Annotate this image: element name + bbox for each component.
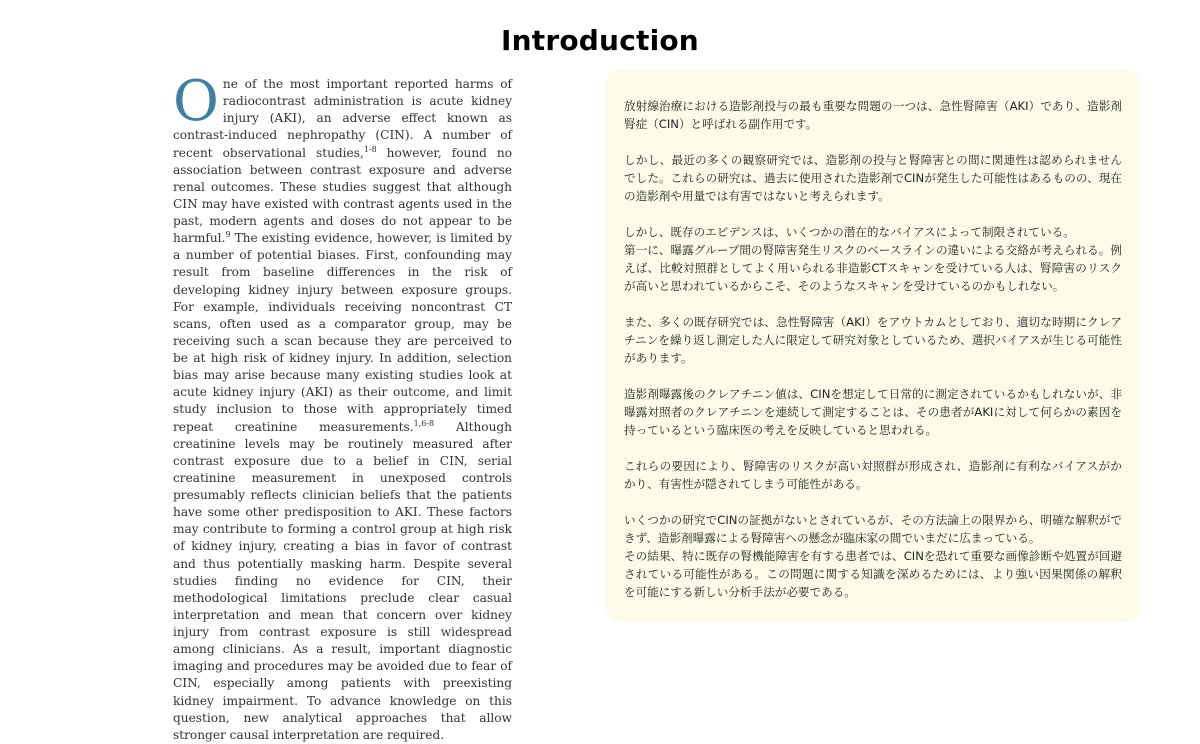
paper-text: however, found no association between contrast exposure and adverse renal outcomes. These studies suggest that although CIN may have existed with contrast agents used in the past, modern agents and doses do not appear to be harmful. xyxy=(173,145,513,246)
page-title: Introduction xyxy=(501,24,699,57)
translation-paragraph: これらの要因により、腎障害のリスクが高い対照群が形成され、造影剤に有利なバイアスがかかり、有害性が隠されてしまう可能性がある。 xyxy=(624,459,1122,491)
translation-paragraph: 放射線治療における造影剤投与の最も重要な問題の一つは、急性腎障害（AKI）であり、造影剤腎症（CIN）と呼ばれる副作用です。 xyxy=(624,99,1122,131)
paper-text: ne of the most important reported harms of radiocontrast administration is acute kidney injury (AKI), an adverse effect known as contrast-induced nephropathy (CIN). A number of recent observational studies, xyxy=(173,77,512,160)
translation-paragraph: また、多くの既存研究では、急性腎障害（AKI）をアウトカムとしており、適切な時期にクレアチニンを繰り返し測定した人に限定して研究対象としているため、選択バイアスが生じる可能性があります。 xyxy=(624,315,1122,365)
citation: 1,6-8 xyxy=(413,418,435,428)
english-paper-excerpt xyxy=(173,69,513,744)
translation-paragraph: しかし、既存のエビデンスは、いくつかの潜在的なバイアスによって制限されている。 第一に、曝露グループ間の腎障害発生リスクのベースラインの違いによる交絡が考えられる。例えば、比較対照群としてよく用いられる非造影CTスキャンを受けている人は、腎障害のリスクが高いと思われているからこそ、そのようなスキャンを受けているのかもしれない。 xyxy=(624,225,1122,293)
citation: 9 xyxy=(225,230,231,240)
translation-paragraph: しかし、最近の多くの観察研究では、造影剤の投与と腎障害との間に関連性は認められませんでした。これらの研究は、過去に使用された造影剤でCINが発生した可能性はあるものの、現在の造影剤や用量では有害ではないと考えられます。 xyxy=(624,153,1122,203)
drop-cap: O xyxy=(173,69,219,134)
japanese-translation-panel xyxy=(606,70,1140,622)
citation: 1-8 xyxy=(363,144,377,154)
paper-text: Although creatinine levels may be routinely measured after contrast exposure due to a belief in CIN, serial creatinine measurement in unexposed controls presumably reflects clinician beliefs that the patients have some other predisposition to AKI. These factors may contribute to forming a control group at high risk of kidney injury, creating a bias in favor of contrast and thus potentially masking harm. Despite several studies finding no evidence for CIN, their methodological limitations preclude clear casual interpretation and mean that concern over kidney injury from contrast exposure is still widespread among clinicians. As a result, important diagnostic imaging and procedures may be avoided due to fear of CIN, especially among patients with preexisting kidney impairment. To advance knowledge on this question, new analytical approaches that allow stronger causal interpretation are required. xyxy=(173,419,512,742)
translation-paragraph: いくつかの研究でCINの証拠がないとされているが、その方法論上の限界から、明確な解釈ができず、造影剤曝露による腎障害への懸念が臨床家の間でいまだに広まっている。 その結果、特に既存の腎機能障害を有する患者では、CINを恐れて重要な画像診断や処置が回避されている可能性がある。この問題に関する知識を深めるためには、より強い因果関係の解釈を可能にする新しい分析手法が必要である。 xyxy=(624,513,1122,599)
paper-text: The existing evidence, however, is limited by a number of potential biases. First, confounding may result from baseline differences in the risk of developing kidney injury between exposure groups. For example, individuals receiving noncontrast CT scans, often used as a comparator group, may be receiving such a scan because they are perceived to be at high risk of kidney injury. In addition, selection bias may arise because many existing studies look at acute kidney injury (AKI) as their outcome, and limit study inclusion to those with appropriately timed repeat creatinine measurements. xyxy=(173,231,512,434)
translation-paragraph: 造影剤曝露後のクレアチニン値は、CINを想定して日常的に測定されているかもしれないが、非曝露対照者のクレアチニンを連続して測定することは、その患者がAKIに対して何らかの素因を持っているという臨床医の考えを反映していると思われる。 xyxy=(624,387,1122,437)
